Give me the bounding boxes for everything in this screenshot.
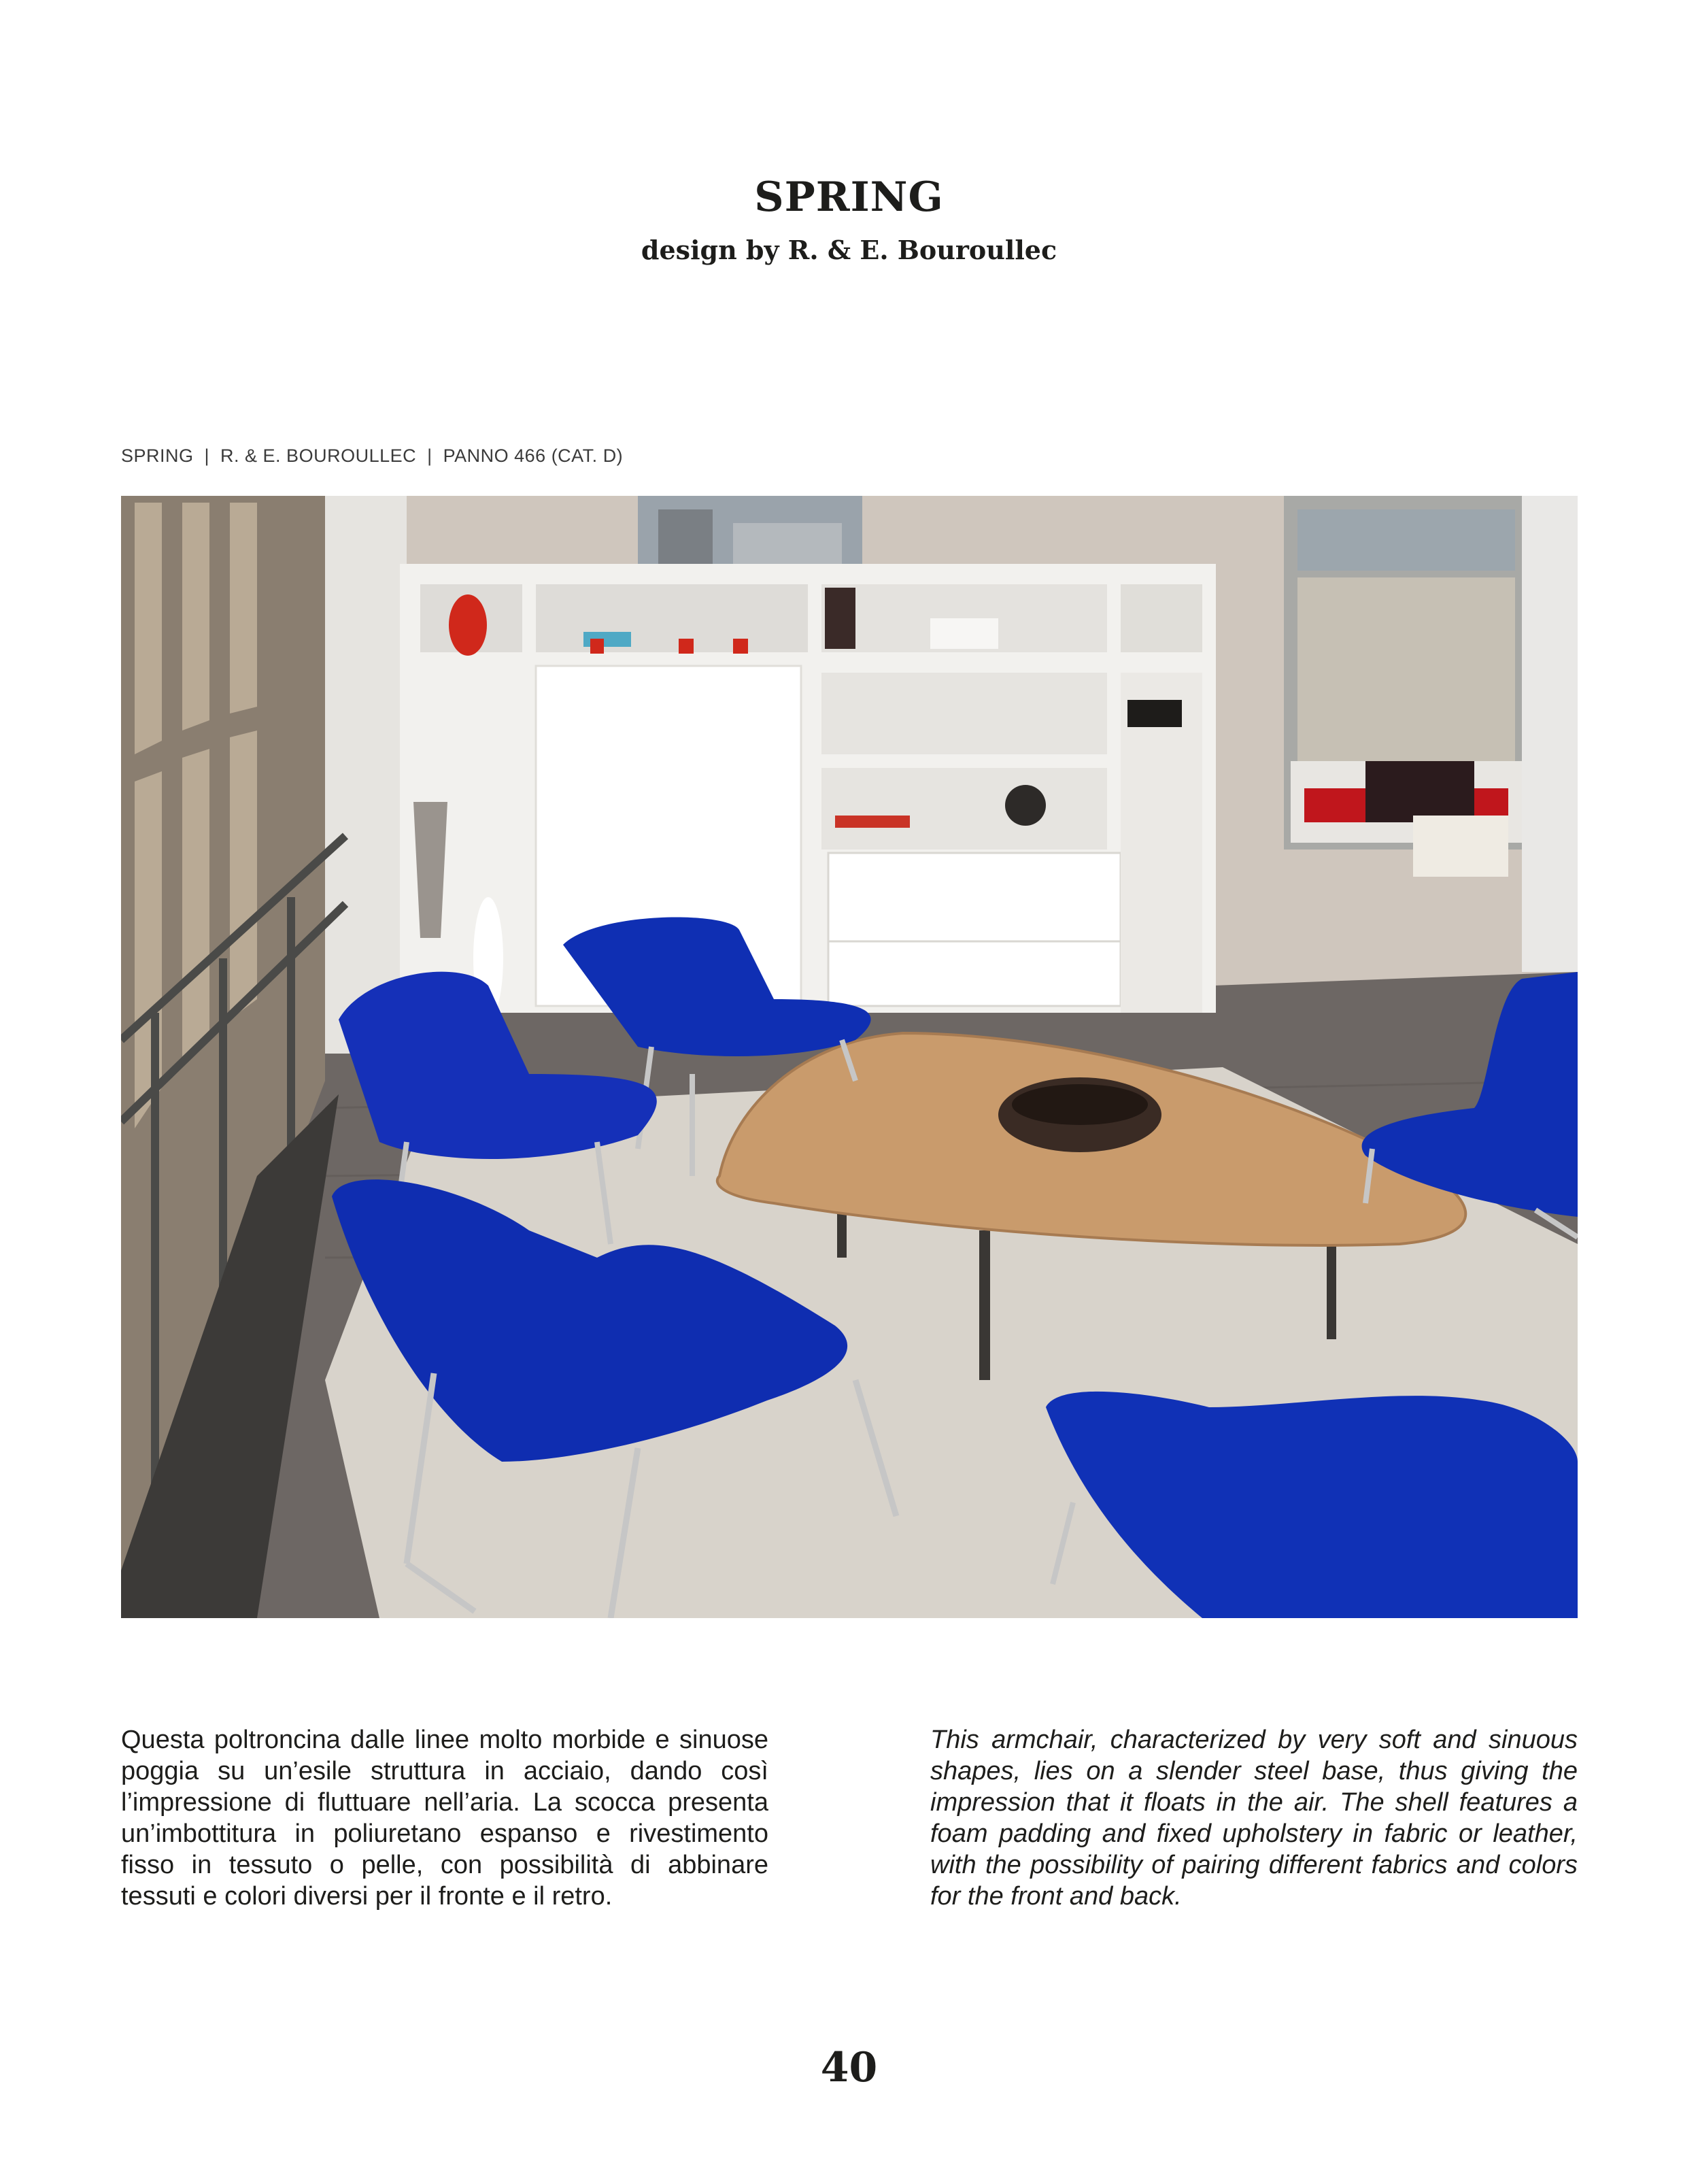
page-number: 40 [820,2044,878,2091]
designer-credit: design by R. & E. Bouroullec [641,235,1057,265]
description-italian: Questa poltroncina dalle linee molto morbide e sinuose poggia su un’esile struttura in acciaio, dando così l’impressione di fluttuare nell’aria. La scocca presenta un’imbottitura in poliuretano espanso e rivestimento fisso in tessuto o pelle, con possibilità di abbinare tessuti e colori diversi per il fronte e il retro. [121,1726,768,1911]
photo-caption: SPRING | R. & E. BOUROULLEC | PANNO 466 (CAT. D) [121,446,624,466]
product-photo [121,496,1578,1618]
page-title: SPRING [754,173,944,221]
description-english: This armchair, characterized by very soft and sinuous shapes, lies on a slender steel base, thus giving the impression that it floats in the air. The shell features a foam padding and fixed upholstery in fabric or leather, with the possibility of pairing different fabrics and colors for the front and back. [930,1726,1578,1911]
shelving-unit [400,564,1216,1013]
